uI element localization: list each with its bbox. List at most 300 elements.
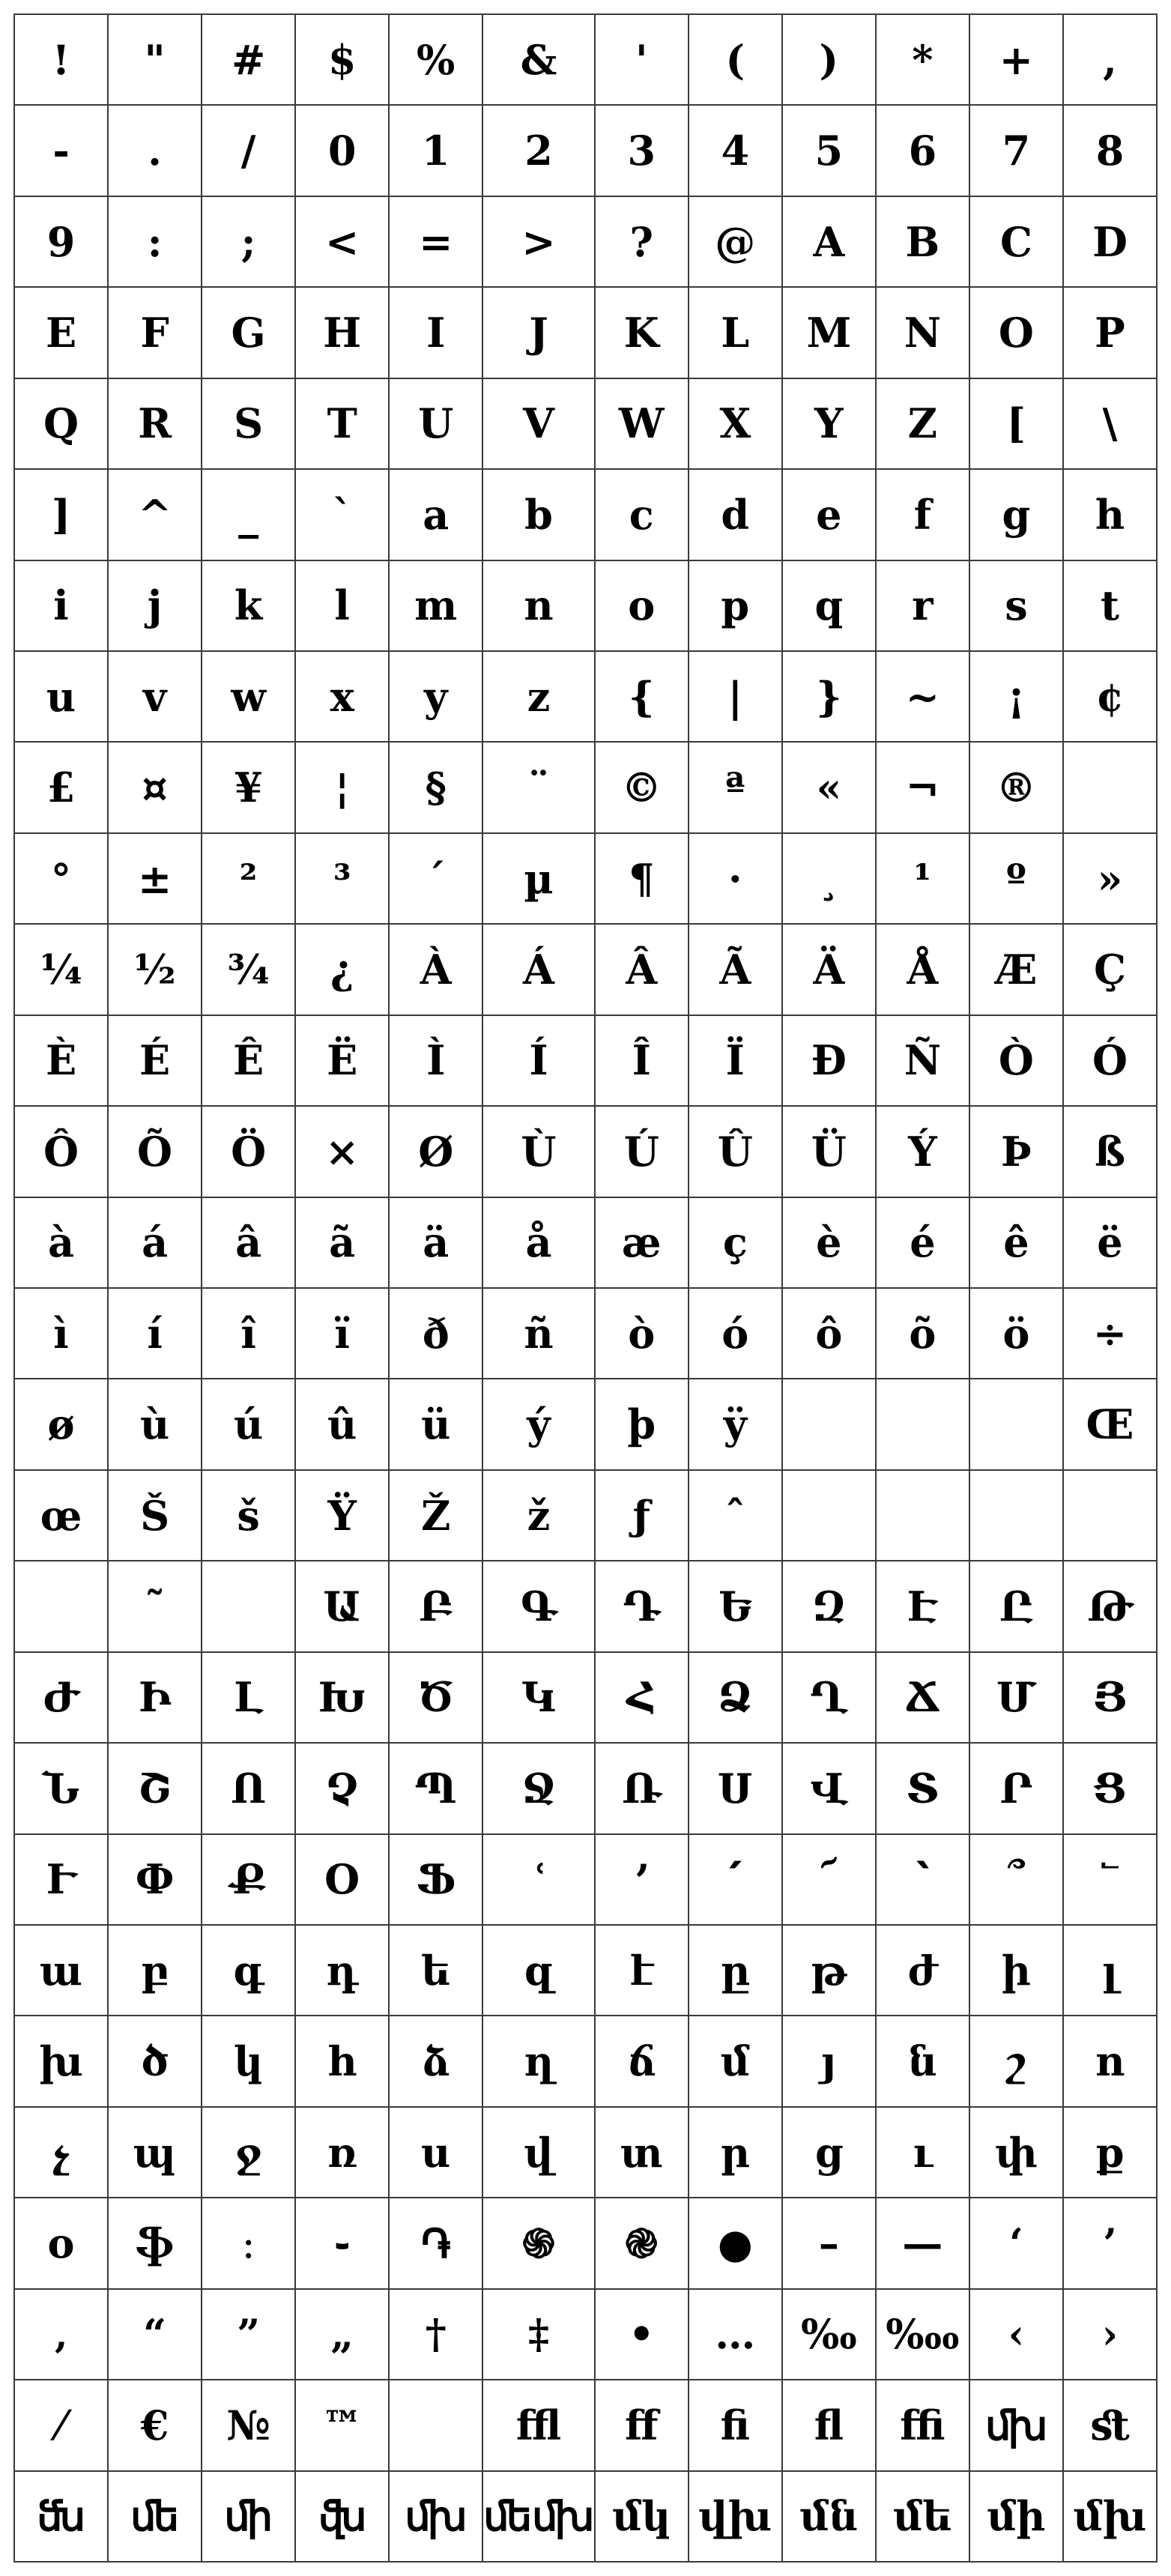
glyph-cell: ‹ — [970, 2290, 1064, 2380]
glyph-cell: ¿ — [296, 925, 390, 1015]
glyph-cell: Ê — [202, 1016, 296, 1107]
glyph-cell: Խ — [296, 1653, 390, 1744]
glyph-cell: ֍ — [483, 2198, 595, 2289]
glyph-cell: = — [390, 197, 483, 288]
glyph-cell: Í — [483, 1016, 595, 1107]
glyph-cell: ա — [15, 1926, 109, 2016]
glyph-cell: á — [109, 1198, 202, 1289]
glyph-cell: ‡ — [483, 2290, 595, 2380]
glyph-cell: n — [483, 561, 595, 652]
glyph-cell: Ա — [296, 1561, 390, 1652]
glyph-cell — [877, 1379, 970, 1470]
glyph-cell: Յ — [1064, 1653, 1158, 1744]
glyph-cell: ” — [202, 2290, 296, 2380]
glyph-cell: ﬀ — [596, 2380, 689, 2471]
glyph-cell: ¬ — [877, 743, 970, 833]
glyph-cell: a — [390, 470, 483, 560]
glyph-cell: 7 — [970, 106, 1064, 196]
glyph-cell: ~ — [877, 652, 970, 743]
glyph-cell: մխ — [1064, 2472, 1158, 2563]
glyph-cell: ‘ — [970, 2198, 1064, 2289]
glyph-cell: K — [596, 288, 689, 378]
glyph-cell: ! — [15, 15, 109, 106]
glyph-cell: u — [15, 652, 109, 743]
glyph-cell: ª — [689, 743, 783, 833]
glyph-cell: ﬆ — [1064, 2380, 1158, 2471]
glyph-cell: í — [109, 1289, 202, 1379]
glyph-cell: ՟ — [1064, 1835, 1158, 1926]
glyph-cell: Ñ — [877, 1016, 970, 1107]
glyph-cell: Û — [689, 1107, 783, 1197]
glyph-cell: Բ — [390, 1561, 483, 1652]
glyph-cell: ò — [596, 1289, 689, 1379]
glyph-cell: Ù — [483, 1107, 595, 1197]
glyph-cell: Q — [15, 379, 109, 470]
glyph-cell: Պ — [390, 1744, 483, 1834]
glyph-cell: ● — [689, 2198, 783, 2289]
glyph-cell: ¸ — [783, 834, 877, 925]
glyph-cell: ՝ — [877, 1835, 970, 1926]
glyph-cell: % — [390, 15, 483, 106]
glyph-cell: ժ — [877, 1926, 970, 2016]
glyph-cell: պ — [109, 2108, 202, 2198]
glyph-cell: 8 — [1064, 106, 1158, 196]
glyph-cell: | — [689, 652, 783, 743]
glyph-cell: Չ — [296, 1744, 390, 1834]
glyph-cell: Œ — [1064, 1379, 1158, 1470]
glyph-cell: H — [296, 288, 390, 378]
glyph-cell: @ — [689, 197, 783, 288]
glyph-cell: զ — [483, 1926, 595, 2016]
glyph-cell: Þ — [970, 1107, 1064, 1197]
glyph-cell: © — [596, 743, 689, 833]
glyph-cell: ‚ — [15, 2290, 109, 2380]
glyph-cell: ﬕ — [202, 2472, 296, 2563]
glyph-cell: × — [296, 1107, 390, 1197]
glyph-cell: ¤ — [109, 743, 202, 833]
glyph-cell: ﬓ — [15, 2472, 109, 2563]
glyph-cell: e — [783, 470, 877, 560]
glyph-cell: Գ — [483, 1561, 595, 1652]
glyph-cell: — — [877, 2198, 970, 2289]
glyph-cell: } — [783, 652, 877, 743]
glyph-cell: v — [109, 652, 202, 743]
glyph-cell: g — [970, 470, 1064, 560]
glyph-cell: b — [483, 470, 595, 560]
glyph-cell: ] — [15, 470, 109, 560]
glyph-cell: + — [970, 15, 1064, 106]
glyph-cell: ‱ — [877, 2290, 970, 2380]
glyph-cell: · — [689, 834, 783, 925]
glyph-cell: Ì — [390, 1016, 483, 1107]
glyph-cell: Փ — [109, 1835, 202, 1926]
glyph-cell: / — [202, 106, 296, 196]
glyph-cell: մի — [970, 2472, 1064, 2563]
glyph-cell: ` — [296, 470, 390, 560]
glyph-cell: վխ — [689, 2472, 783, 2563]
glyph-cell — [783, 1471, 877, 1561]
glyph-cell: P — [1064, 288, 1158, 378]
glyph-cell: þ — [596, 1379, 689, 1470]
glyph-cell: 3 — [596, 106, 689, 196]
glyph-cell: ⁄ — [15, 2380, 109, 2471]
glyph-cell: l — [296, 561, 390, 652]
glyph-cell: â — [202, 1198, 296, 1289]
glyph-cell: 9 — [15, 197, 109, 288]
glyph-cell: h — [1064, 470, 1158, 560]
glyph-cell — [1064, 743, 1158, 833]
glyph-cell: † — [390, 2290, 483, 2380]
glyph-cell: Ը — [970, 1561, 1064, 1652]
glyph-cell: Õ — [109, 1107, 202, 1197]
glyph-cell: ô — [783, 1289, 877, 1379]
glyph-cell: ù — [109, 1379, 202, 1470]
glyph-cell: Ղ — [783, 1653, 877, 1744]
glyph-cell: ï — [296, 1289, 390, 1379]
glyph-cell: ս — [390, 2108, 483, 2198]
glyph-cell: ˆ — [689, 1471, 783, 1561]
glyph-cell: շ — [970, 2016, 1064, 2107]
glyph-cell: U — [390, 379, 483, 470]
glyph-cell — [877, 1471, 970, 1561]
glyph-cell — [202, 1561, 296, 1652]
glyph-cell: Ւ — [15, 1835, 109, 1926]
glyph-cell: Å — [877, 925, 970, 1015]
glyph-cell: թ — [783, 1926, 877, 2016]
glyph-cell: S — [202, 379, 296, 470]
glyph-cell: Ի — [109, 1653, 202, 1744]
glyph-cell: x — [296, 652, 390, 743]
glyph-cell: Ö — [202, 1107, 296, 1197]
glyph-cell: ե — [390, 1926, 483, 2016]
glyph-cell: 1 — [390, 106, 483, 196]
glyph-cell: J — [483, 288, 595, 378]
glyph-cell: X — [689, 379, 783, 470]
glyph-cell: ý — [483, 1379, 595, 1470]
glyph-cell: 6 — [877, 106, 970, 196]
glyph-cell: Տ — [877, 1744, 970, 1834]
glyph-cell: [ — [970, 379, 1064, 470]
glyph-cell: ﬁ — [689, 2380, 783, 2471]
glyph-cell: Ք — [202, 1835, 296, 1926]
glyph-cell: T — [296, 379, 390, 470]
glyph-cell: ﬄ — [483, 2380, 595, 2471]
glyph-cell: ր — [689, 2108, 783, 2198]
glyph-cell: : — [109, 197, 202, 288]
glyph-cell: 0 — [296, 106, 390, 196]
glyph-cell: ֆ — [109, 2198, 202, 2289]
glyph-cell: վ — [483, 2108, 595, 2198]
glyph-cell: Ž — [390, 1471, 483, 1561]
glyph-cell: 5 — [783, 106, 877, 196]
glyph-cell: ó — [689, 1289, 783, 1379]
glyph-cell: Օ — [296, 1835, 390, 1926]
glyph-cell: Ֆ — [390, 1835, 483, 1926]
glyph-cell: յ — [783, 2016, 877, 2107]
glyph-cell: £ — [15, 743, 109, 833]
glyph-cell: N — [877, 288, 970, 378]
glyph-cell: W — [596, 379, 689, 470]
glyph-cell: É — [109, 1016, 202, 1107]
glyph-cell: ™ — [296, 2380, 390, 2471]
glyph-cell: Լ — [202, 1653, 296, 1744]
glyph-cell: E — [15, 288, 109, 378]
glyph-cell: ﬔ — [109, 2472, 202, 2563]
glyph-cell: G — [202, 288, 296, 378]
glyph-cell: m — [390, 561, 483, 652]
glyph-cell: - — [15, 106, 109, 196]
glyph-cell: ö — [970, 1289, 1064, 1379]
glyph-cell: º — [970, 834, 1064, 925]
glyph-cell: ՜ — [783, 1835, 877, 1926]
glyph-cell: › — [1064, 2290, 1158, 2380]
glyph-cell: C — [970, 197, 1064, 288]
glyph-cell: ñ — [483, 1289, 595, 1379]
glyph-cell: Ն — [15, 1744, 109, 1834]
glyph-cell: I — [390, 288, 483, 378]
glyph-cell: ( — [689, 15, 783, 106]
glyph-cell: Ճ — [877, 1653, 970, 1744]
glyph-cell: y — [390, 652, 483, 743]
glyph-cell: k — [202, 561, 296, 652]
glyph-cell: ± — [109, 834, 202, 925]
glyph-cell: j — [109, 561, 202, 652]
glyph-cell — [390, 2380, 483, 2471]
glyph-cell: Ø — [390, 1107, 483, 1197]
glyph-cell: » — [1064, 834, 1158, 925]
glyph-cell: ¡ — [970, 652, 1064, 743]
glyph-cell: Զ — [783, 1561, 877, 1652]
glyph-cell: Ց — [1064, 1744, 1158, 1834]
glyph-cell: ) — [783, 15, 877, 106]
glyph-cell: ՚ — [596, 1835, 689, 1926]
glyph-cell: Շ — [109, 1744, 202, 1834]
glyph-cell: ն — [877, 2016, 970, 2107]
glyph-cell: ձ — [390, 2016, 483, 2107]
glyph-cell: à — [15, 1198, 109, 1289]
glyph-cell: ւ — [877, 2108, 970, 2198]
glyph-cell: Մ — [970, 1653, 1064, 1744]
glyph-cell: ց — [783, 2108, 877, 2198]
glyph-cell: \ — [1064, 379, 1158, 470]
glyph-cell: å — [483, 1198, 595, 1289]
glyph-grid — [13, 13, 1158, 2563]
glyph-cell: Հ — [596, 1653, 689, 1744]
glyph-cell: ֊ — [296, 2198, 390, 2289]
glyph-cell: Ü — [783, 1107, 877, 1197]
glyph-cell: հ — [296, 2016, 390, 2107]
glyph-cell: ՛ — [689, 1835, 783, 1926]
glyph-cell: ê — [970, 1198, 1064, 1289]
glyph-cell: ¶ — [596, 834, 689, 925]
glyph-cell: Ջ — [483, 1744, 595, 1834]
glyph-cell: ð — [390, 1289, 483, 1379]
glyph-cell: գ — [202, 1926, 296, 2016]
glyph-cell: „ — [296, 2290, 390, 2380]
glyph-cell: ծ — [109, 2016, 202, 2107]
glyph-cell: ½ — [109, 925, 202, 1015]
glyph-cell: A — [783, 197, 877, 288]
glyph-cell: î — [202, 1289, 296, 1379]
glyph-cell: ո — [1064, 2016, 1158, 2107]
glyph-cell: լ — [1064, 1926, 1158, 2016]
glyph-cell: Ժ — [15, 1653, 109, 1744]
glyph-cell: Ր — [970, 1744, 1064, 1834]
glyph-cell: Ÿ — [296, 1471, 390, 1561]
glyph-cell: կ — [202, 2016, 296, 2107]
glyph-cell: p — [689, 561, 783, 652]
glyph-cell: « — [783, 743, 877, 833]
glyph-cell — [783, 1379, 877, 1470]
glyph-cell: ˜ — [109, 1561, 202, 1652]
glyph-cell: B — [877, 197, 970, 288]
glyph-cell: > — [483, 197, 595, 288]
glyph-cell: Ý — [877, 1107, 970, 1197]
glyph-cell: s — [970, 561, 1064, 652]
glyph-cell: տ — [596, 2108, 689, 2198]
glyph-cell: ﬗ — [970, 2380, 1064, 2471]
glyph-cell: * — [877, 15, 970, 106]
glyph-cell: Â — [596, 925, 689, 1015]
glyph-cell: æ — [596, 1198, 689, 1289]
glyph-cell: & — [483, 15, 595, 106]
glyph-cell: 4 — [689, 106, 783, 196]
glyph-cell: d — [689, 470, 783, 560]
glyph-cell: ´ — [390, 834, 483, 925]
glyph-cell: ﬃ — [877, 2380, 970, 2471]
glyph-cell: խ — [15, 2016, 109, 2107]
glyph-cell: ﬖ — [296, 2472, 390, 2563]
glyph-cell: մն — [783, 2472, 877, 2563]
glyph-cell: D — [1064, 197, 1158, 288]
glyph-cell: – — [783, 2198, 877, 2289]
glyph-cell: ³ — [296, 834, 390, 925]
glyph-cell: բ — [109, 1926, 202, 2016]
glyph-cell — [1064, 1471, 1158, 1561]
glyph-cell: Ò — [970, 1016, 1064, 1107]
glyph-cell: , — [1064, 15, 1158, 106]
glyph-cell: ¾ — [202, 925, 296, 1015]
glyph-cell: ü — [390, 1379, 483, 1470]
glyph-cell: Y — [783, 379, 877, 470]
glyph-cell: ® — [970, 743, 1064, 833]
glyph-cell: ; — [202, 197, 296, 288]
glyph-cell: ֎ — [596, 2198, 689, 2289]
glyph-cell: t — [1064, 561, 1158, 652]
glyph-cell: Ç — [1064, 925, 1158, 1015]
glyph-cell: է — [596, 1926, 689, 2016]
glyph-cell: Ծ — [390, 1653, 483, 1744]
glyph-cell: ? — [596, 197, 689, 288]
glyph-cell: ‰ — [783, 2290, 877, 2380]
glyph-cell: ÷ — [1064, 1289, 1158, 1379]
glyph-cell: Է — [877, 1561, 970, 1652]
glyph-cell: µ — [483, 834, 595, 925]
glyph-cell: ռ — [296, 2108, 390, 2198]
glyph-cell — [970, 1471, 1064, 1561]
glyph-cell: չ — [15, 2108, 109, 2198]
glyph-cell: š — [202, 1471, 296, 1561]
glyph-cell: դ — [296, 1926, 390, 2016]
glyph-cell: é — [877, 1198, 970, 1289]
glyph-cell: Ձ — [689, 1653, 783, 1744]
glyph-cell: Վ — [783, 1744, 877, 1834]
glyph-cell: Š — [109, 1471, 202, 1561]
glyph-cell: q — [783, 561, 877, 652]
glyph-cell: $ — [296, 15, 390, 106]
glyph-cell: ﬂ — [783, 2380, 877, 2471]
glyph-cell: օ — [15, 2198, 109, 2289]
glyph-cell: À — [390, 925, 483, 1015]
glyph-cell: O — [970, 288, 1064, 378]
glyph-cell: Ë — [296, 1016, 390, 1107]
glyph-cell: € — [109, 2380, 202, 2471]
glyph-cell: ¼ — [15, 925, 109, 1015]
glyph-cell: è — [783, 1198, 877, 1289]
glyph-cell: " — [109, 15, 202, 106]
glyph-cell: մ — [689, 2016, 783, 2107]
glyph-cell: ƒ — [596, 1471, 689, 1561]
glyph-cell: մե — [877, 2472, 970, 2563]
glyph-cell: ž — [483, 1471, 595, 1561]
glyph-cell: û — [296, 1379, 390, 1470]
glyph-cell: Ú — [596, 1107, 689, 1197]
glyph-cell: “ — [109, 2290, 202, 2380]
glyph-cell: M — [783, 288, 877, 378]
glyph-cell: R — [109, 379, 202, 470]
glyph-cell: ﬔﬗ — [483, 2472, 595, 2563]
glyph-cell: § — [390, 743, 483, 833]
glyph-cell: Ä — [783, 925, 877, 1015]
glyph-cell: i — [15, 561, 109, 652]
glyph-cell: Á — [483, 925, 595, 1015]
glyph-cell: ը — [689, 1926, 783, 2016]
glyph-cell: ։ — [202, 2198, 296, 2289]
glyph-cell: № — [202, 2380, 296, 2471]
glyph-cell: ¨ — [483, 743, 595, 833]
glyph-cell: ՙ — [483, 1835, 595, 1926]
glyph-cell: F — [109, 288, 202, 378]
glyph-cell: ’ — [1064, 2198, 1158, 2289]
glyph-cell: ¢ — [1064, 652, 1158, 743]
glyph-cell: ë — [1064, 1198, 1158, 1289]
glyph-cell: L — [689, 288, 783, 378]
glyph-cell: Æ — [970, 925, 1064, 1015]
glyph-cell: փ — [970, 2108, 1064, 2198]
glyph-cell: ì — [15, 1289, 109, 1379]
glyph-cell: ¹ — [877, 834, 970, 925]
glyph-cell: f — [877, 470, 970, 560]
glyph-cell: ÿ — [689, 1379, 783, 1470]
glyph-cell: Ã — [689, 925, 783, 1015]
glyph-cell — [15, 1561, 109, 1652]
glyph-cell: Ó — [1064, 1016, 1158, 1107]
glyph-cell: ã — [296, 1198, 390, 1289]
glyph-cell: Ռ — [596, 1744, 689, 1834]
glyph-cell: ä — [390, 1198, 483, 1289]
glyph-cell: ՞ — [970, 1835, 1064, 1926]
glyph-cell: ² — [202, 834, 296, 925]
glyph-cell: Ï — [689, 1016, 783, 1107]
glyph-cell: z — [483, 652, 595, 743]
glyph-cell: Ո — [202, 1744, 296, 1834]
glyph-cell: V — [483, 379, 595, 470]
glyph-cell: ç — [689, 1198, 783, 1289]
glyph-cell: մկ — [596, 2472, 689, 2563]
glyph-cell: c — [596, 470, 689, 560]
glyph-cell: < — [296, 197, 390, 288]
glyph-cell: w — [202, 652, 296, 743]
